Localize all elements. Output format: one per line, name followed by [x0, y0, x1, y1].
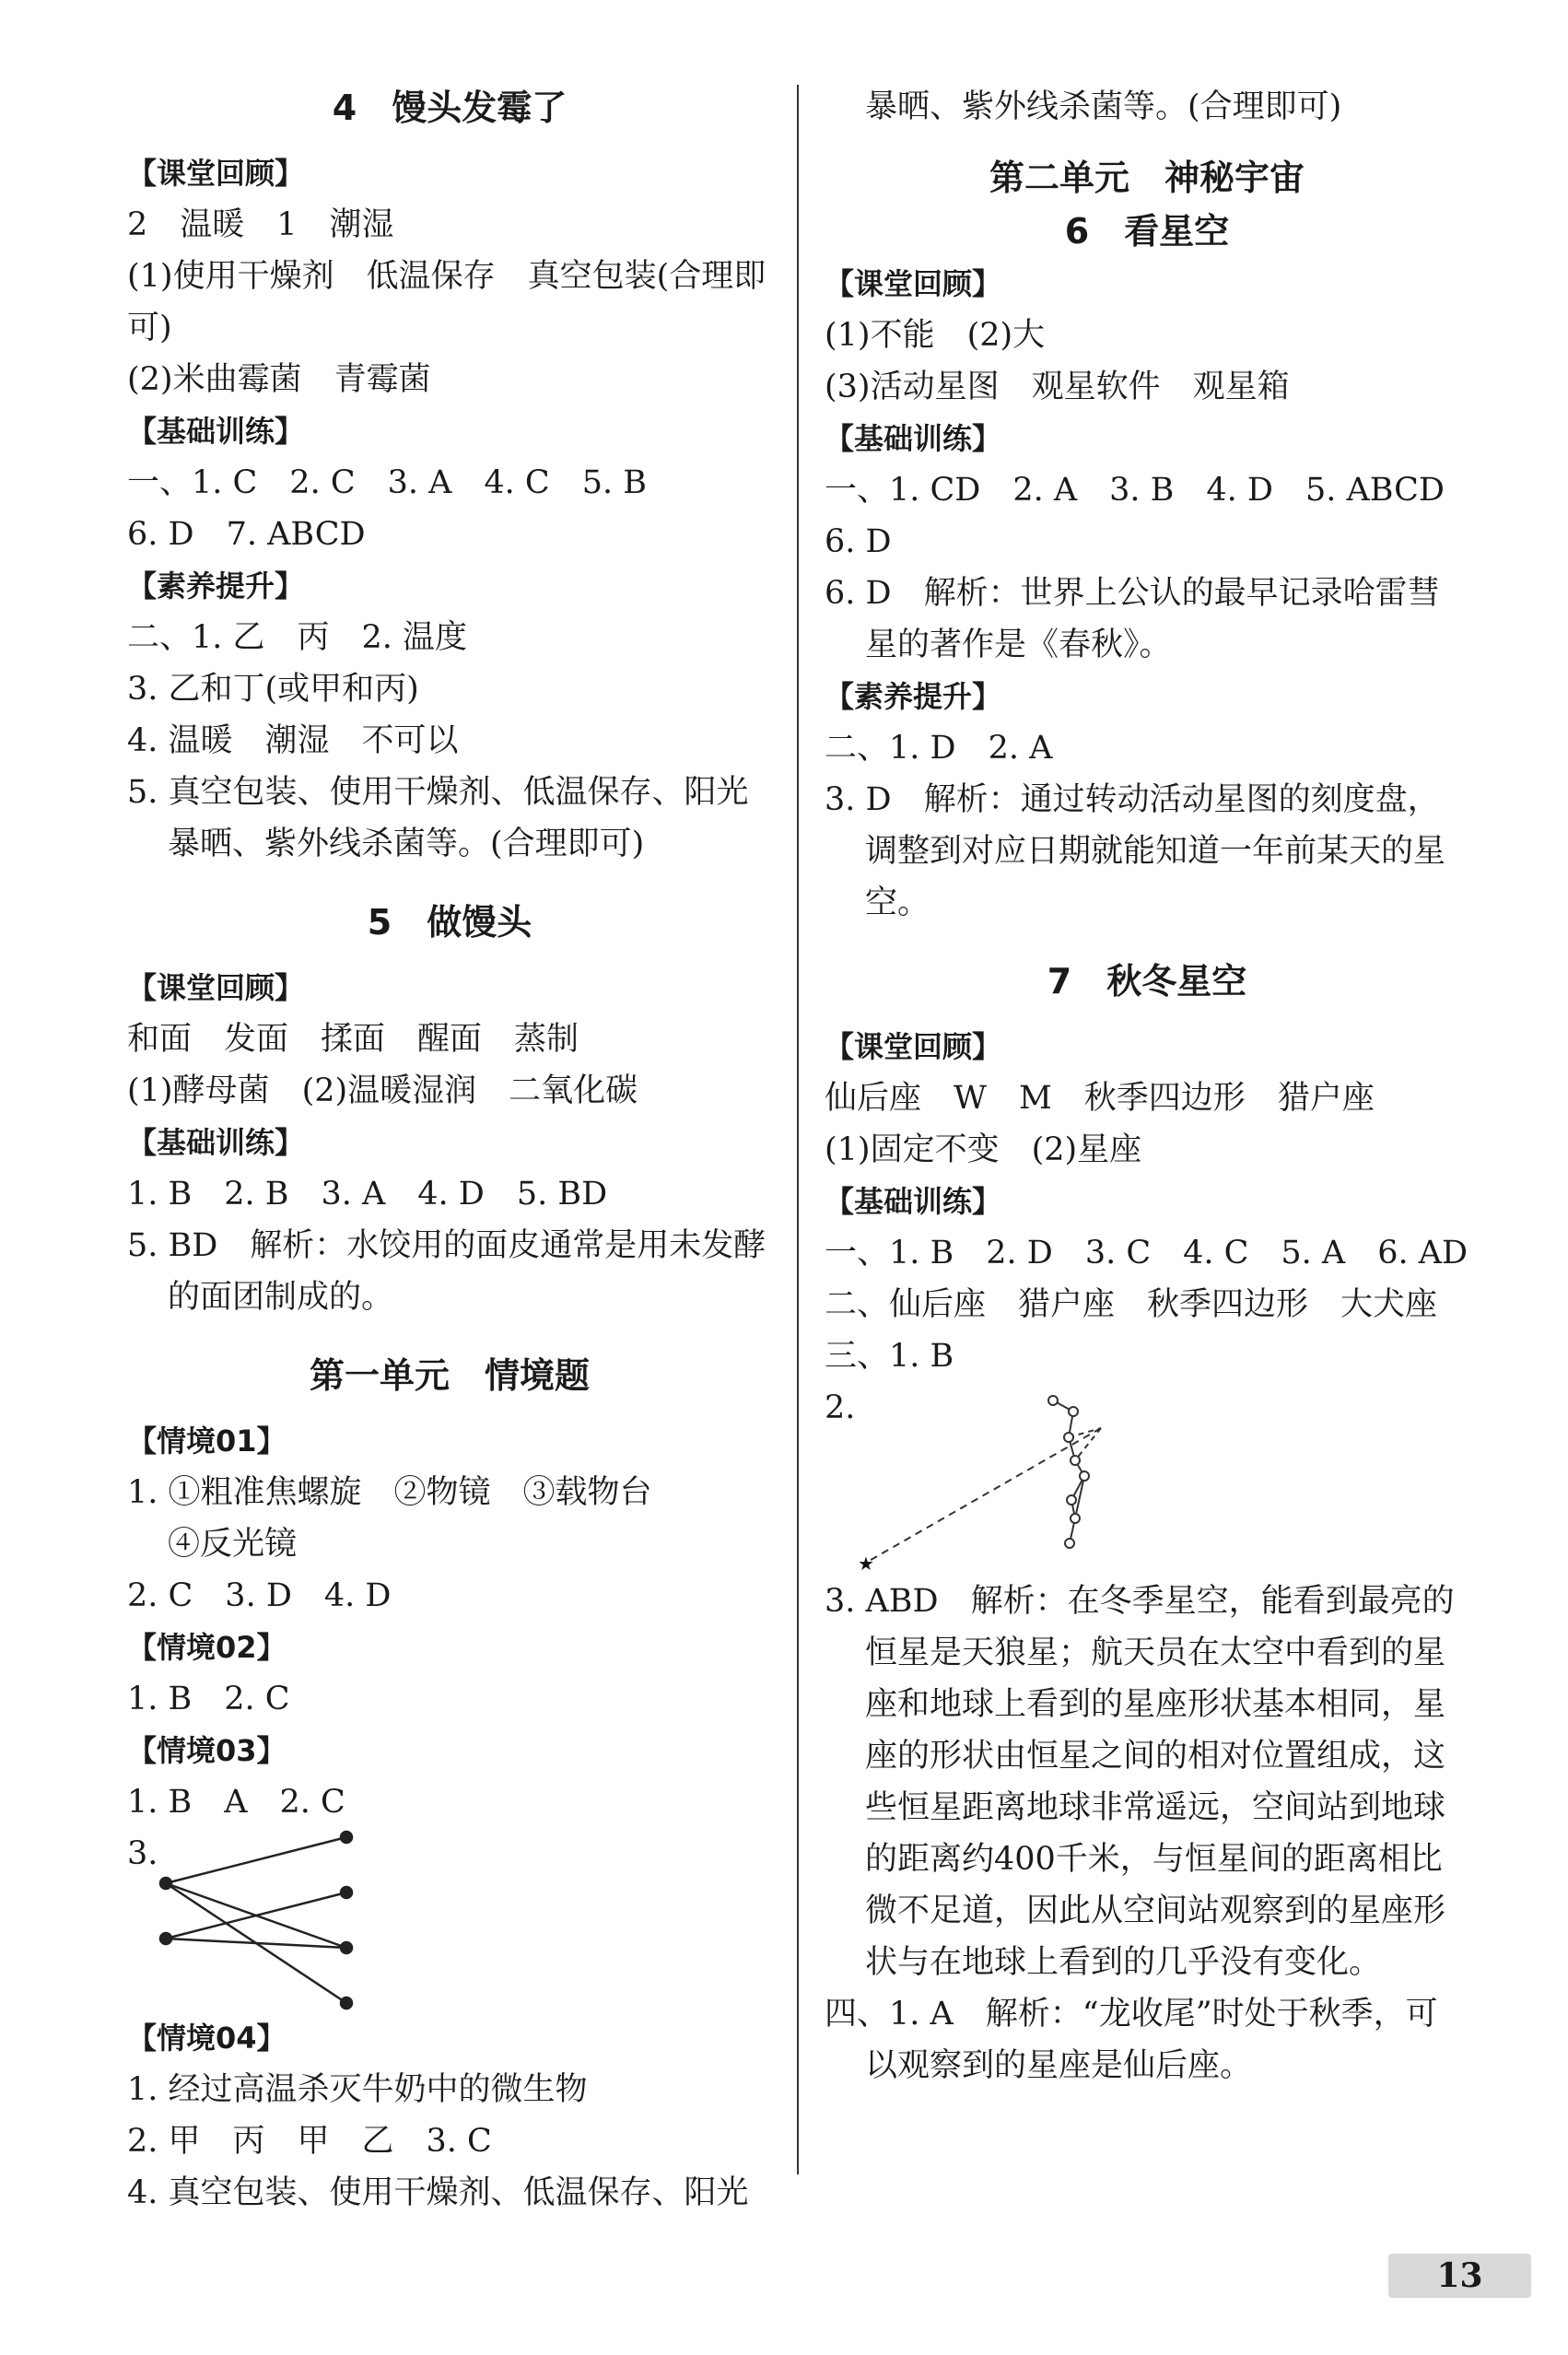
answer-line: 一、1. CD 2. A 3. B 4. D 5. ABCD: [825, 472, 1445, 509]
answer-line: 4. 真空包装、使用干燥剂、低温保存、阳光: [127, 2174, 749, 2211]
heading-improve: 【素养提升】: [825, 679, 1002, 714]
answer-line: (2)米曲霉菌 青霉菌: [127, 361, 431, 398]
answer-line: 4. 温暖 潮湿 不可以: [127, 722, 459, 759]
heading-scenario-03: 【情境03】: [127, 1733, 287, 1768]
answer-line: ④反光镜: [168, 1526, 298, 1563]
answer-line: 5. BD 解析：水饺用的面皮通常是用未发酵的面团制成的。: [127, 1227, 766, 1316]
matching-lines-diagram: [127, 1828, 772, 2012]
answer-line: 2 温暖 1 潮湿: [127, 206, 394, 243]
heading-scenario-04: 【情境04】: [127, 2021, 287, 2056]
answer-line: (1)不能 (2)大: [825, 317, 1046, 354]
answer-line: 1. ①粗准焦螺旋 ②物镜 ③载物台: [127, 1474, 652, 1511]
answer-line: 2. 甲 丙 甲 乙 3. C: [127, 2123, 492, 2160]
answer-line: (1)酵母菌 (2)温暖湿润 二氧化碳: [127, 1072, 638, 1109]
matching-figure: [127, 1828, 772, 2012]
heading-review: 【课堂回顾】: [825, 1029, 1002, 1064]
star-dot: [1064, 1433, 1073, 1442]
star-dot: [1069, 1407, 1078, 1416]
answer-line: 暴晒、紫外线杀菌等。(合理即可): [865, 88, 1342, 125]
section-title-unit1: 第一单元 情境题: [309, 1355, 590, 1396]
star-dot: [1065, 1539, 1074, 1548]
answer-line: 二、1. 乙 丙 2. 温度: [127, 619, 468, 656]
column-divider: [797, 85, 799, 2174]
star-dot: [1067, 1495, 1076, 1505]
answer-line: 四、1. A 解析：“龙收尾”时处于秋季，可以观察到的星座是仙后座。: [825, 1996, 1438, 2084]
unit-title-2: 第二单元 神秘宇宙: [989, 158, 1305, 198]
heading-review: 【课堂回顾】: [127, 970, 305, 1005]
answer-line: 一、1. C 2. C 3. A 4. C 5. B: [127, 464, 647, 501]
answer-line: (1)固定不变 (2)星座: [825, 1131, 1142, 1168]
answer-line: (3)活动星图 观星软件 观星箱: [825, 369, 1290, 405]
section-title-4: 4 馒头发霉了: [332, 88, 568, 128]
answer-line: 二、仙后座 猎户座 秋季四边形 大犬座: [825, 1286, 1438, 1323]
answer-line: 二、1. D 2. A: [825, 730, 1053, 767]
answer-line: 1. B 2. C: [127, 1681, 290, 1717]
section-title-5: 5 做馒头: [367, 902, 532, 943]
answer-line: 3. D 解析：通过转动活动星图的刻度盘，调整到对应日期就能知道一年前某天的星空。: [825, 781, 1446, 921]
answer-line: 一、1. B 2. D 3. C 4. C 5. A 6. AD: [825, 1235, 1469, 1271]
page-number: 13: [1388, 2254, 1531, 2298]
match-dot: [341, 1887, 352, 1898]
match-dot: [341, 1942, 352, 1953]
heading-review: 【课堂回顾】: [127, 156, 305, 191]
answer-line: (1)使用干燥剂 低温保存 真空包装(合理即可): [127, 258, 766, 346]
heading-basic: 【基础训练】: [825, 1184, 1002, 1219]
star-icon: ★: [858, 1552, 874, 1575]
heading-basic: 【基础训练】: [127, 414, 305, 449]
answer-line: 3.: [127, 1835, 158, 1872]
answer-line: 3. 乙和丁(或甲和丙): [127, 671, 419, 708]
heading-basic: 【基础训练】: [825, 421, 1002, 456]
answer-line: 6. D: [825, 523, 892, 560]
star-dot: [1048, 1396, 1058, 1405]
answer-line: 仙后座 W M 秋季四边形 猎户座: [825, 1080, 1375, 1117]
heading-scenario-02: 【情境02】: [127, 1630, 287, 1665]
answer-line: 三、1. B: [825, 1338, 954, 1375]
heading-improve: 【素养提升】: [127, 568, 305, 603]
answer-line: 2.: [825, 1389, 856, 1426]
answer-line: 6. D 7. ABCD: [127, 516, 366, 553]
answer-line: 6. D 解析：世界上公认的最早记录哈雷彗星的著作是《春秋》。: [825, 575, 1440, 663]
match-dot: [160, 1933, 171, 1944]
constellation-figure: [825, 1382, 1469, 1576]
heading-scenario-01: 【情境01】: [127, 1424, 287, 1459]
answer-line: 2. C 3. D 4. D: [127, 1577, 392, 1614]
star-dot: [1080, 1471, 1089, 1481]
star-dot: [1071, 1456, 1080, 1465]
answer-line: 1. B 2. B 3. A 4. D 5. BD: [127, 1176, 608, 1213]
right-column: [825, 81, 1469, 2091]
section-title-6: 6 看星空: [1064, 211, 1230, 252]
heading-basic: 【基础训练】: [127, 1125, 305, 1160]
left-column: [127, 81, 772, 2219]
answer-line: 和面 发面 揉面 醒面 蒸制: [127, 1021, 579, 1058]
answer-line: 3. ABD 解析：在冬季星空，能看到最亮的恒星是天狼星；航天员在太空中看到的星座和地球上看到的星座形状基本相同，星座的形状由恒星之间的相对位置组成，这些恒星距离地球非常遥远，空间站到地球的距离约400千米，与恒星间的距离相比微不足道，因此从空间站观察到的星座形状与在地球上看到的几乎没有变化。: [825, 1583, 1455, 1981]
star-dot: [1071, 1514, 1080, 1523]
heading-review: 【课堂回顾】: [825, 266, 1002, 301]
answer-line: 1. B A 2. C: [127, 1784, 345, 1821]
section-title-7: 7 秋冬星空: [1047, 961, 1247, 1002]
answer-line: 5. 真空包装、使用干燥剂、低温保存、阳光暴晒、紫外线杀菌等。(合理即可): [127, 774, 749, 862]
constellation-diagram: [825, 1382, 1469, 1576]
answer-line: 1. 经过高温杀灭牛奶中的微生物: [127, 2071, 588, 2108]
match-dot: [341, 1832, 352, 1843]
